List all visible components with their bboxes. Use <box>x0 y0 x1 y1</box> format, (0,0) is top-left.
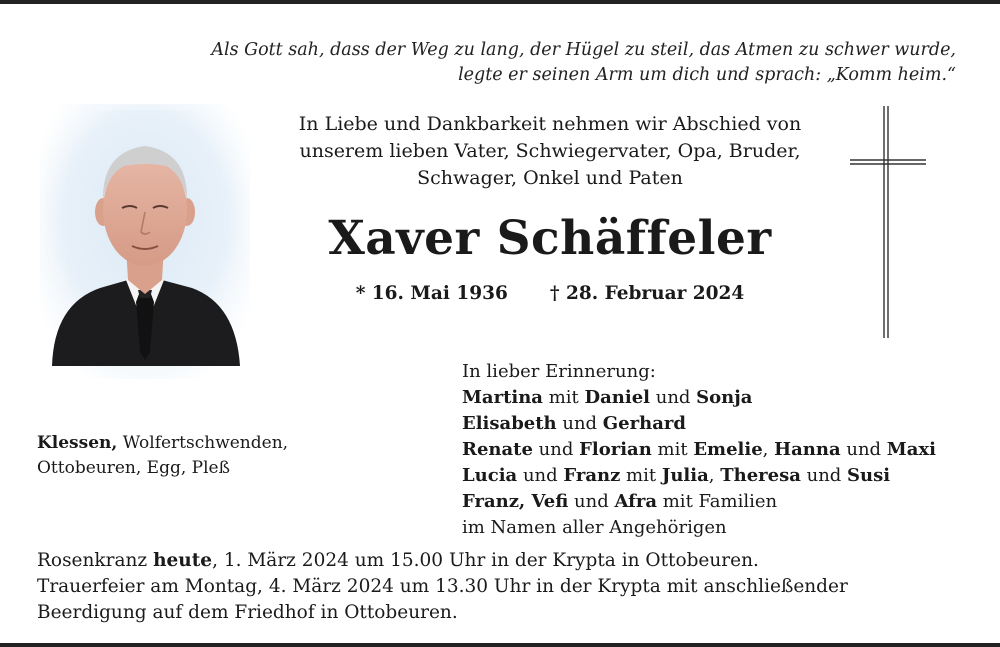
farewell-line-1: In Liebe und Dankbarkeit nehmen wir Abschied von <box>298 113 802 135</box>
portrait-illustration <box>40 104 250 379</box>
death-date: † 28. Februar 2024 <box>549 283 745 304</box>
mourners-list <box>462 359 936 541</box>
mourners-line-5: Franz, Vefi und Afra mit Familien <box>462 491 778 512</box>
life-dates <box>248 283 852 304</box>
service-details <box>37 548 848 626</box>
service-line-3: Beerdigung auf dem Friedhof in Ottobeuren. <box>37 602 458 623</box>
mourners-line-2: Elisabeth und Gerhard <box>462 413 686 434</box>
place-line-2: Ottobeuren, Egg, Pleß <box>37 458 230 478</box>
mourners-heading: In lieber Erinnerung: <box>462 361 656 382</box>
place-bold: Klessen, <box>37 433 118 453</box>
service-line-2: Trauerfeier am Montag, 4. März 2024 um 13.30 Uhr in der Krypta mit anschließender <box>37 576 848 597</box>
portrait-photo <box>40 104 250 379</box>
mourners-line-4: Lucia und Franz mit Julia, Theresa und Susi <box>462 465 891 486</box>
memorial-quote <box>211 38 956 88</box>
cross-icon <box>848 104 928 344</box>
mourners-line-3: Renate und Florian mit Emelie, Hanna und Maxi <box>462 439 936 460</box>
place-line-1 <box>37 431 288 456</box>
place-rest: Wolfertschwenden, <box>117 433 289 453</box>
place-of-residence <box>37 431 288 481</box>
quote-line-2: legte er seinen Arm um dich und sprach: „Komm heim.“ <box>458 65 956 85</box>
quote-line-1: Als Gott sah, dass der Weg zu lang, der Hügel zu steil, das Atmen zu schwer wurde, <box>211 40 956 60</box>
mourners-line-1: Martina mit Daniel und Sonja <box>462 387 753 408</box>
birth-date: * 16. Mai 1936 <box>355 283 508 304</box>
farewell-line-3: Schwager, Onkel und Paten <box>417 167 683 189</box>
farewell-text <box>248 111 852 192</box>
service-line-1: Rosenkranz heute, 1. März 2024 um 15.00 Uhr in der Krypta in Ottobeuren. <box>37 550 759 571</box>
deceased-name: Xaver Schäffeler <box>328 211 772 266</box>
mourners-line-6: im Namen aller Angehörigen <box>462 517 727 538</box>
farewell-line-2: unserem lieben Vater, Schwiegervater, Opa, Bruder, <box>299 140 801 162</box>
